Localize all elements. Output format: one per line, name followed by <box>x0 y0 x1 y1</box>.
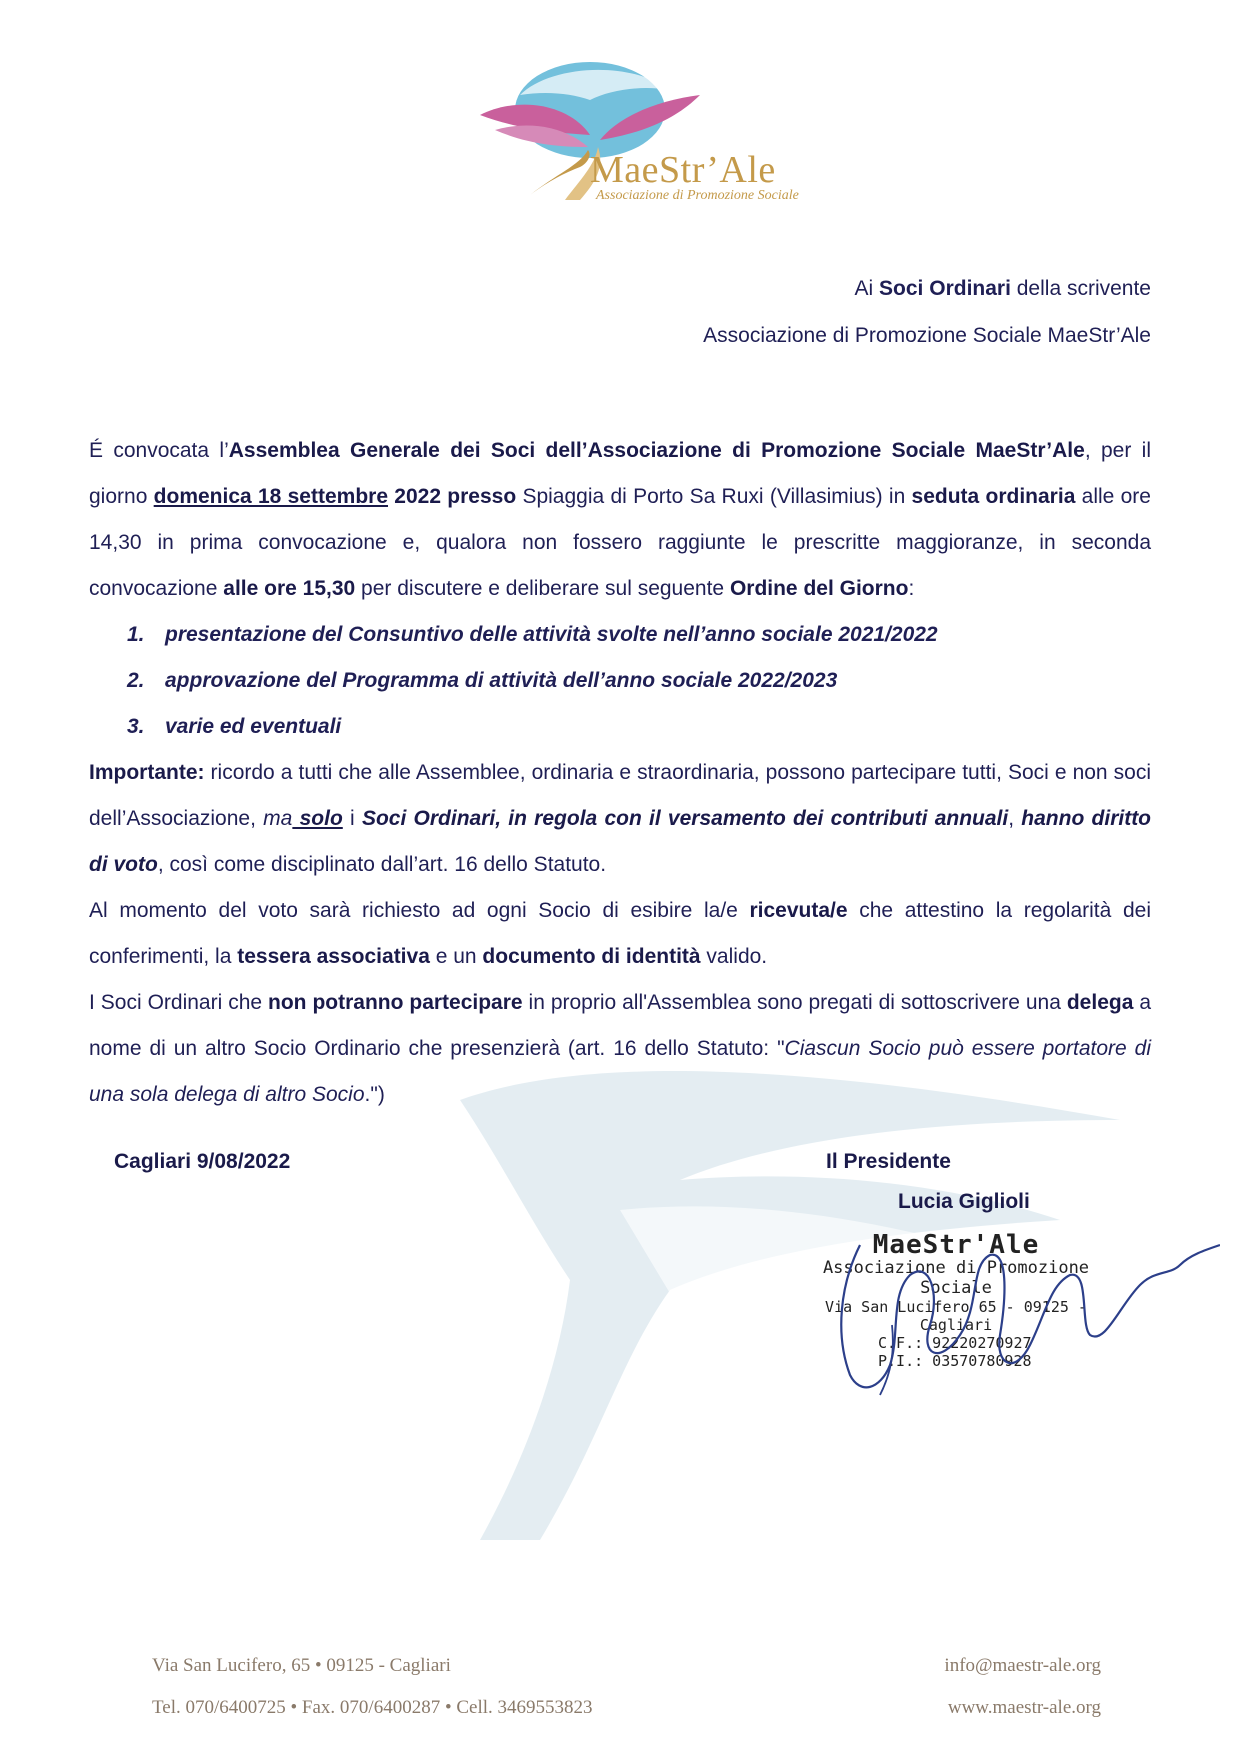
text-span: Spiaggia di Porto Sa Ruxi (Villasimius) in <box>516 485 912 508</box>
text-span: valido. <box>700 945 768 968</box>
bold-span: documento di identità <box>482 945 701 968</box>
footer-online <box>944 1645 1101 1729</box>
logo-name: MaeStr’Ale <box>590 149 776 191</box>
agenda-number: 3. <box>127 715 145 738</box>
text-span: : <box>908 577 915 600</box>
text-span: che attestino la regolarità dei conferimenti, la <box>89 899 1151 968</box>
bold-span: Importante: <box>89 761 205 784</box>
stamp-line-5: P.I.: 03570780928 <box>878 1352 1032 1370</box>
text-span: É convocata l’ <box>89 439 229 462</box>
footer-website[interactable]: www.maestr-ale.org <box>947 1697 1101 1718</box>
bold-span: seduta ordinaria <box>911 485 1076 508</box>
bold-span: tessera associativa <box>237 945 430 968</box>
footer-phones: Tel. 070/6400725 • Fax. 070/6400287 • Cell. 3469553823 <box>152 1697 593 1718</box>
text-span: ricordo a tutti che alle Assemblee, ordinaria e straordinaria, possono partecipare tutti, Soci e non soci dell’Associazione, <box>89 761 1151 830</box>
paragraph-convocation <box>89 428 1151 612</box>
bold-span: alle ore 15,30 <box>223 577 356 600</box>
paragraph-voting <box>89 888 1151 980</box>
text-span: .") <box>364 1083 385 1106</box>
agenda-item <box>127 612 1151 658</box>
stamp-line-2: Associazione di Promozione Sociale <box>822 1258 1090 1298</box>
bold-italic-span: Soci Ordinari, in regola con il versamento dei contributi annuali <box>361 807 1009 830</box>
text-span: , <box>1008 807 1022 830</box>
logo-subtitle: Associazione di Promozione Sociale <box>596 188 799 203</box>
president-name: Lucia Giglioli <box>898 1190 1030 1213</box>
recipient-block <box>551 265 1151 359</box>
bold-underline-span: domenica 18 settembre <box>153 485 389 508</box>
bold-underline-span: solo <box>292 807 343 830</box>
text-span: Ai <box>854 277 880 300</box>
text-span: , così come disciplinato dall’art. 16 dello Statuto. <box>157 853 607 876</box>
agenda-number: 2. <box>127 669 145 692</box>
text-span: , per il giorno <box>89 439 1151 508</box>
stamp-line-3: Via San Lucifero 65 - 09125 - Cagliari <box>825 1298 1087 1334</box>
agenda-text: presentazione del Consuntivo delle attività svolte nell’anno sociale 2021/2022 <box>165 623 938 646</box>
text-span: alle ore 14,30 in prima convocazione e, qualora non fossero raggiunte le prescritte maggioranze, in seconda convocazione <box>89 485 1151 600</box>
paragraph-important <box>89 750 1151 888</box>
text-span: in proprio all'Assemblea sono pregati di sottoscrivere una <box>522 991 1067 1014</box>
paragraph-delegation <box>89 980 1151 1118</box>
footer-email[interactable]: info@maestr-ale.org <box>944 1655 1101 1676</box>
recipient-bold: Soci Ordinari <box>879 277 1011 300</box>
agenda-number: 1. <box>127 623 145 646</box>
agenda-item <box>127 704 1151 750</box>
text-span: della scrivente <box>1010 277 1151 300</box>
recipient-line-2: Associazione di Promozione Sociale MaeStr’Ale <box>703 324 1151 347</box>
bold-italic-span: hanno diritto di voto <box>89 807 1152 876</box>
text-span: a nome di un altro Socio Ordinario che presenzierà (art. 16 dello Statuto: " <box>89 991 1152 1060</box>
president-role: Il Presidente <box>826 1150 951 1173</box>
stamp-line-4: C.F.: 92220270927 <box>878 1334 1032 1352</box>
text-span: I Soci Ordinari che <box>89 991 269 1014</box>
text-span: per discutere e deliberare sul seguente <box>355 577 730 600</box>
agenda-text: approvazione del Programma di attività dell’anno sociale 2022/2023 <box>165 669 838 692</box>
italic-span: ma <box>263 807 293 830</box>
bold-span: delega <box>1066 991 1134 1014</box>
stamp-name: MaeStr'Ale <box>872 1230 1040 1260</box>
agenda-item <box>127 658 1151 704</box>
place-date: Cagliari 9/08/2022 <box>114 1150 291 1173</box>
recipient-line-1 <box>551 265 1151 312</box>
text-span: e un <box>429 945 483 968</box>
italic-span: Ciascun Socio può essere portatore di una sola delega di altro Socio <box>89 1037 1151 1106</box>
bold-span: Assemblea Generale dei Soci dell’Associazione di Promozione Sociale MaeStr’Ale <box>228 439 1085 462</box>
text-span: i <box>342 807 362 830</box>
bold-span: non potranno partecipare <box>268 991 523 1014</box>
bold-span: ricevuta/e <box>749 899 848 922</box>
bold-span: 2022 presso <box>388 485 517 508</box>
footer-contacts <box>152 1645 593 1729</box>
agenda-list <box>89 612 1151 750</box>
bold-span: Ordine del Giorno <box>729 577 909 600</box>
letter-body <box>89 428 1151 1118</box>
handwritten-signature <box>820 1225 1220 1405</box>
agenda-text: varie ed eventuali <box>165 715 342 738</box>
footer-address: Via San Lucifero, 65 • 09125 - Cagliari <box>152 1655 451 1676</box>
text-span: Al momento del voto sarà richiesto ad ogni Socio di esibire la/e <box>89 899 750 922</box>
